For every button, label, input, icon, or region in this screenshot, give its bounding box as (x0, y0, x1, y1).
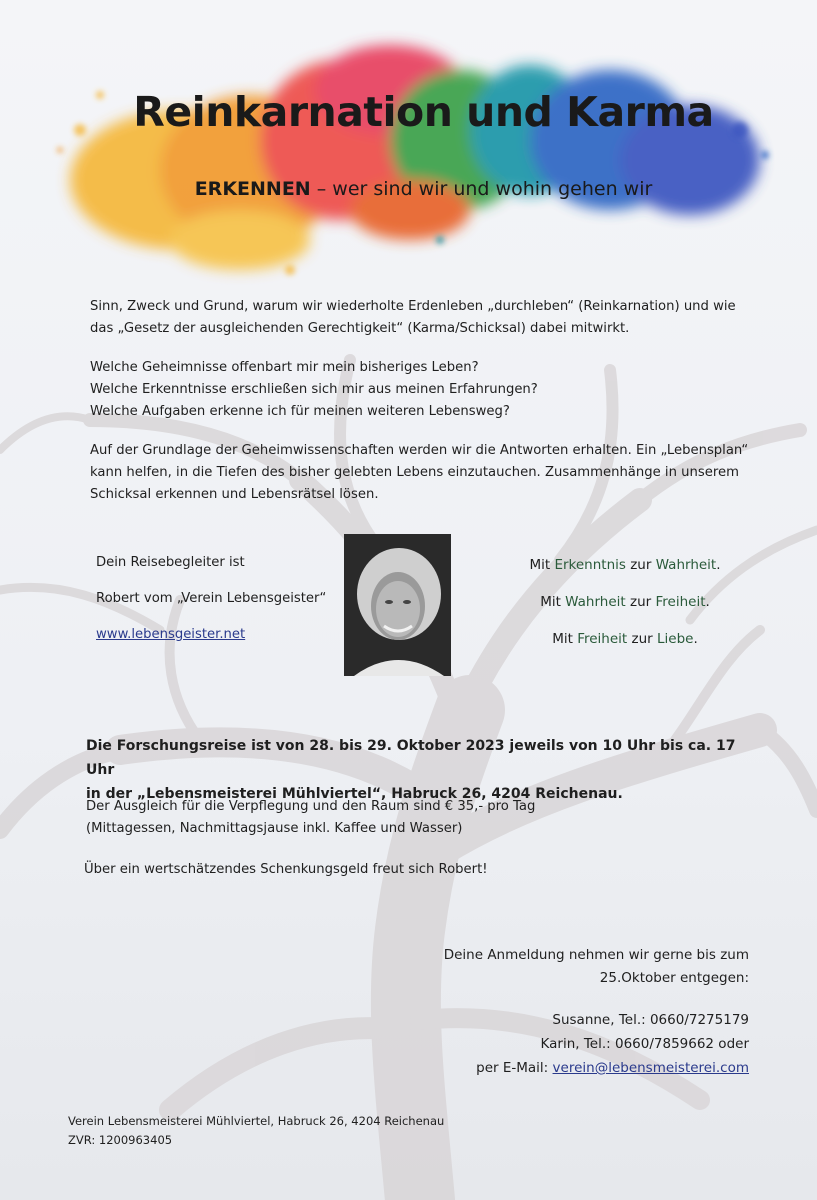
question-item: Welche Geheimnisse offenbart mir mein bisheriges Leben? (90, 360, 479, 375)
motto-keyword: Liebe (657, 631, 694, 647)
registration-line: Deine Anmeldung nehmen wir gerne bis zum (443, 947, 749, 963)
motto-line (510, 628, 740, 665)
contact-list (409, 1008, 749, 1080)
questions-list (90, 357, 770, 423)
motto-list (510, 554, 740, 665)
email-link[interactable]: verein@lebensmeisterei.com (552, 1060, 749, 1076)
flyer-title: Reinkarnation und Karma (133, 88, 714, 136)
watercolor-splash (40, 20, 790, 290)
motto-line (510, 591, 740, 628)
subtitle-rest: – wer sind wir und wohin gehen wir (310, 178, 653, 200)
basis-paragraph (90, 440, 770, 506)
trip-line: in der „Lebensmeisterei Mühlviertel“, Habruck 26, 4204 Reichenau. (86, 786, 623, 802)
footer-address: Verein Lebensmeisterei Mühlviertel, Habruck 26, 4204 Reichenau (68, 1114, 445, 1128)
basis-line: kann helfen, in die Tiefen des bisher gelebten Lebens einzutauchen. Zusammenhänge in unserem (90, 465, 739, 480)
footer-zvr: ZVR: 1200963405 (68, 1133, 173, 1147)
motto-text: . (705, 594, 710, 610)
intro-line: Sinn, Zweck und Grund, warum wir wiederholte Erdenleben „durchleben“ (Reinkarnation) und wie (90, 299, 736, 314)
footer (68, 1112, 444, 1150)
contact-email-row (409, 1056, 749, 1080)
motto-text: zur (625, 594, 656, 610)
motto-keyword: Freiheit (655, 594, 706, 610)
fee-line: (Mittagessen, Nachmittagsjause inkl. Kaffee und Wasser) (86, 821, 463, 836)
question-item: Welche Erkenntnisse erschließen sich mir aus meinen Erfahrungen? (90, 382, 538, 397)
basis-line: Auf der Grundlage der Geheimwissenschaften werden wir die Antworten erhalten. Ein „Lebensplan“ (90, 443, 749, 458)
fee-line: Der Ausgleich für die Verpflegung und den Raum sind € 35,- pro Tag (86, 799, 536, 814)
motto-keyword: Wahrheit (565, 594, 626, 610)
intro-line: das „Gesetz der ausgleichenden Gerechtigkeit“ (Karma/Schicksal) dabei mitwirkt. (90, 321, 630, 336)
contact-susanne: Susanne, Tel.: 0660/7275179 (552, 1012, 749, 1028)
basis-line: Schicksal erkennen und Lebensrätsel lösen. (90, 487, 379, 502)
gift-note: Über ein wertschätzendes Schenkungsgeld freut sich Robert! (84, 862, 488, 877)
email-label: per E-Mail: (476, 1060, 553, 1076)
motto-text: Mit (529, 557, 555, 573)
contact-karin: Karin, Tel.: 0660/7859662 oder (540, 1036, 749, 1052)
motto-keyword: Erkenntnis (554, 557, 626, 573)
motto-text: zur (625, 557, 656, 573)
portrait-image (344, 534, 451, 676)
motto-text: zur (627, 631, 657, 647)
registration-line: 25.Oktober entgegen: (599, 970, 749, 986)
website-link[interactable]: www.lebensgeister.net (96, 627, 246, 642)
motto-keyword: Wahrheit (655, 557, 717, 573)
motto-text: . (693, 631, 698, 647)
motto-text: . (716, 557, 721, 573)
intro-paragraph (90, 296, 770, 340)
motto-keyword: Freiheit (577, 631, 628, 647)
motto-text: Mit (552, 631, 578, 647)
flyer-subtitle (0, 178, 817, 200)
registration-note (409, 944, 749, 990)
motto-line (510, 554, 740, 591)
guide-intro: Dein Reisebegleiter ist (96, 555, 245, 570)
motto-text: Mit (540, 594, 566, 610)
subtitle-keyword: ERKENNEN (194, 178, 311, 200)
question-item: Welche Aufgaben erkenne ich für meinen weiteren Lebensweg? (90, 404, 510, 419)
guide-name: Robert vom „Verein Lebensgeister“ (96, 591, 327, 606)
guide-photo (344, 534, 451, 676)
guide-info (96, 552, 326, 660)
trip-line: Die Forschungsreise ist von 28. bis 29. Oktober 2023 jeweils von 10 Uhr bis ca. 17 Uhr (86, 738, 736, 778)
fee-details (86, 796, 766, 840)
